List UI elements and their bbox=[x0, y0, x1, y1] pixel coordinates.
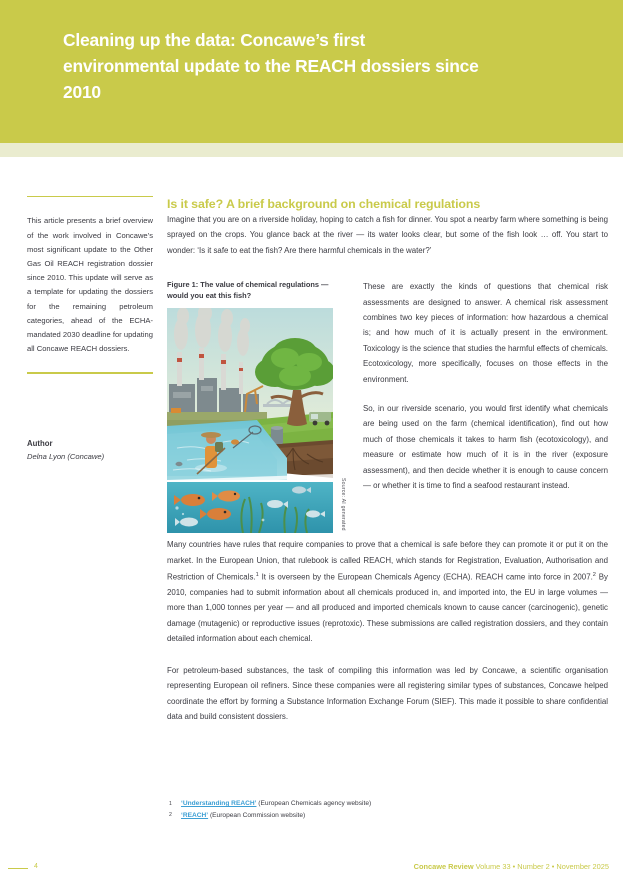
main-column bbox=[167, 196, 608, 724]
footnote-2-text: (European Commission website) bbox=[208, 811, 306, 819]
intro-paragraph: Imagine that you are on a riverside holiday, hoping to catch a fish for dinner. You spot a nearby farm where something is being sprayed on the crops. You glance back at the river — its water looks clear, but some of the fish look … off. You start to wonder: ‘Is it safe to eat the fish? Are there harmful chemicals in the water?’ bbox=[167, 215, 608, 255]
side-paragraph-2: So, in our riverside scenario, you would first identify what chemicals are being used on the farm (chemical identification), find out how much of those chemicals it takes to harm fish (ecotoxicology), and measure or estimate how much of it is in the river (exposure assessment), and then decide whether it is enough to cause concern — or whether it is time to find a seafood restaurant instead. bbox=[363, 404, 608, 491]
article-title: Cleaning up the data: Concawe’s first environmental update to the REACH dossiers since 2010 bbox=[63, 30, 479, 102]
footnote-2 bbox=[167, 810, 608, 822]
footer-issue-info: Volume 33 • Number 2 • November 2025 bbox=[473, 862, 609, 871]
section-heading: Is it safe? A brief background on chemical regulations bbox=[167, 197, 481, 211]
figure-source-credit: Source: AI generated bbox=[340, 477, 346, 531]
figure-caption: Figure 1: The value of chemical regulations — would you eat this fish? bbox=[167, 280, 329, 301]
footnote-2-marker: 2 bbox=[169, 812, 172, 819]
river-pollution-illustration bbox=[167, 308, 333, 533]
footnote-1-text: (European Chemicals agency website) bbox=[256, 800, 372, 807]
page-number: 4 bbox=[34, 863, 38, 870]
sidebar bbox=[27, 196, 153, 463]
footer-publication-meta bbox=[414, 862, 609, 871]
footnotes bbox=[167, 798, 608, 821]
figure-image-frame bbox=[167, 308, 346, 533]
header-banner bbox=[0, 0, 623, 143]
body-paragraph-1 bbox=[167, 537, 608, 646]
author-label: Author bbox=[27, 438, 53, 448]
footer-publication-name: Concawe Review bbox=[413, 862, 474, 871]
footnote-ref-2[interactable]: 2 bbox=[592, 572, 596, 579]
sidebar-rule-top bbox=[27, 196, 153, 197]
body-paragraph-1-part1: Many countries have rules that require companies to prove that a chemical is safe before they can promote it or put it on the market. In the European Union, that rulebook is called REACH, which stands for Registration, Evaluation, Authorisation and Restriction of Chemicals. bbox=[167, 540, 608, 582]
footnote-1-marker: 1 bbox=[169, 800, 172, 807]
article-abstract: This article presents a brief overview of the work involved in Concawe’s most significant update to the Other Gas Oil REACH registration dossier since 2010. This update will serve as a template for updating the dossiers for the remaining petroleum categories, ahead of the ECHA-mandated 2030 deadline for updating all Concawe REACH dossiers. bbox=[27, 216, 153, 354]
footnote-1 bbox=[167, 798, 608, 810]
sidebar-rule-bottom bbox=[27, 372, 153, 373]
footnote-2-link[interactable]: ‘REACH’ bbox=[181, 811, 209, 819]
author-name: Delna Lyon (Concawe) bbox=[27, 451, 105, 461]
footnote-ref-1[interactable]: 1 bbox=[255, 572, 259, 579]
body-paragraph-1-part2: It is overseen by the European Chemicals Agency (ECHA). REACH came into force in 2007. bbox=[258, 572, 593, 582]
body-paragraph-2: For petroleum-based substances, the task of compiling this information was led by Concawe, a scientific organisation representing European oil refiners. Since these companies were all registering similar types of substances, Concawe helped coordinate the effort by forming a Substance Information Exchange Forum (SIEF). This made it possible to share confidential data and build consistent dossiers. bbox=[167, 665, 608, 721]
footnote-1-link[interactable]: ‘Understanding REACH’ bbox=[181, 800, 257, 807]
author-block bbox=[27, 438, 153, 463]
side-paragraph-1: These are exactly the kinds of questions that chemical risk assessments are designed to answer. A chemical risk assessment combines two key pieces of information: how hazardous a chemical is; and how much of it is actually present in the environment. Toxicology is the science that studies the harmful effects of chemicals. Ecotoxicology, more specifically, focuses on those effects in the environment. bbox=[363, 282, 608, 384]
banner-fade-band bbox=[0, 143, 623, 157]
footer-rule bbox=[8, 868, 28, 869]
figure-side-text bbox=[363, 279, 608, 493]
figure-text-row bbox=[167, 279, 608, 537]
figure-1 bbox=[167, 279, 346, 532]
body-paragraph-1-part3: By 2010, companies had to submit information about all chemicals produced in, and imported into, the EU in large volumes — more than 1,000 tonnes per year — and all produced and imported chemicals known to cause cancer (carcinogenic), genetic damage (mutagenic) or reproductive issues (reprotoxic). These submissions are called registration dossiers, and they contain detailed information about each chemical. bbox=[167, 572, 608, 644]
